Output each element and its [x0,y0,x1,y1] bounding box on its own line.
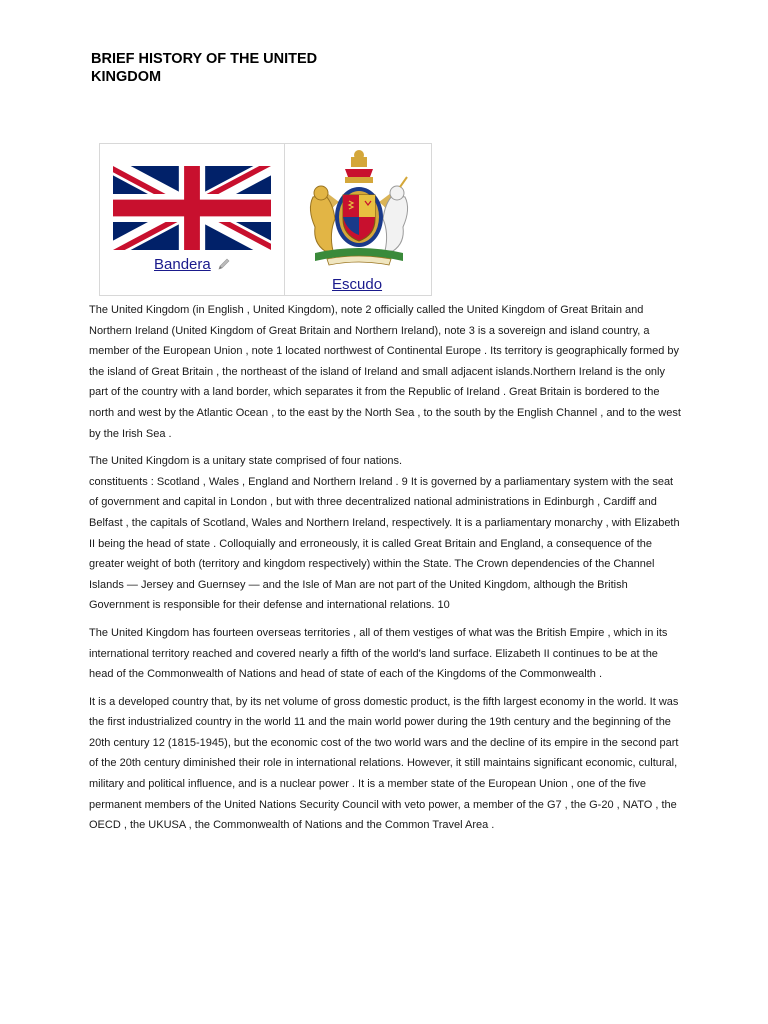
document-title: BRIEF HISTORY OF THE UNITED KINGDOM [91,51,318,85]
paragraph: constituents : Scotland , Wales , England and Northern Ireland . 9 It is governed by a parliamentary system with the seat of government and capital in London , but with three decentralized national administrations in Edinburgh , Cardiff and Belfast , the capitals of Scotland, Wales and Northern Ireland, respectively. It is a parliamentary monarchy , with Elizabeth II being the head of state . Colloquially and erroneously, it is called Great Britain and England, a consequence of the greater weight of both (territory and kingdom respectively) within the State. The Crown dependencies of the Channel Islands — Jersey and Guernsey — and the Isle of Man are not part of the United Kingdom, although the British Government is responsible for their defense and international relations. 10 [89,475,680,612]
paragraph: It is a developed country that, by its net volume of gross domestic product, is the fifth largest economy in the world. It was the first industrialized country in the world 11 and the main world power during the 19th century and the beginning of the 20th century 12 (1815-1945), but the economic cost of the two world wars and the decline of its empire in the second part of the 20th century diminished their role in international relations. However, it still maintains significant economic, cultural, military and political influence, and is a nuclear power . It is a member state of the European Union , one of the five permanent members of the United Nations Security Council with veto power, a member of the G7 , the G-20 , NATO , the OECD , the UKUSA , the Commonwealth of Nations and the Common Travel Area . [89,695,679,832]
paragraph: The United Kingdom (in English , United Kingdom), note 2 officially called the United Kingdom of Great Britain and Northern Ireland (United Kingdom of Great Britain and Northern Ireland), note 3 is a sovereign and island country, a member of the European Union , note 1 located northwest of Continental Europe . Its territory is geographically formed by the island of Great Britain , the northeast of the island of Ireland and small adjacent islands.Northern Ireland is the only part of the country with a land border, which separates it from the Republic of Ireland . Great Britain is bordered to the north and west by the Atlantic Ocean , to the east by the North Sea , to the south by the English Channel , and to the west by the Irish Sea . [89,304,681,440]
royal-coat-of-arms-icon[interactable] [299,147,419,272]
coat-caption-link[interactable]: Escudo [332,276,383,293]
union-jack-flag-icon[interactable] [113,166,271,250]
pencil-icon[interactable] [217,257,231,271]
flag-caption-link[interactable]: Bandera [154,256,211,273]
paragraph: The United Kingdom has fourteen overseas territories , all of them vestiges of what was the British Empire , which in its international territory reached and covered nearly a fifth of the world's land surface. Elizabeth II continues to be at the head of the Commonwealth of Nations and head of state of each of the Kingdoms of the Commonwealth . [89,626,668,681]
infobox-figure [99,143,432,296]
flag-cell [100,144,285,295]
paragraph: The United Kingdom is a unitary state comprised of four nations. [89,455,403,468]
article-body [89,300,681,843]
coat-of-arms-cell [285,144,431,295]
